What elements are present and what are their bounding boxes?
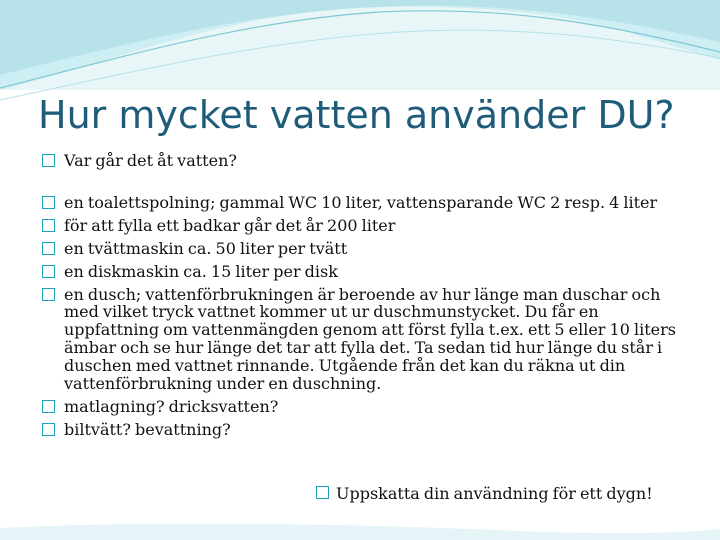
square-bullet-icon bbox=[42, 242, 55, 255]
bullet-text: matlagning? dricksvatten? bbox=[64, 396, 279, 416]
square-bullet-icon bbox=[42, 288, 55, 301]
bullet-item bbox=[40, 240, 680, 258]
square-bullet-icon bbox=[316, 486, 329, 499]
bullet-item bbox=[40, 263, 680, 281]
square-bullet-icon bbox=[42, 400, 55, 413]
bullet-item bbox=[40, 398, 680, 416]
footer-text: Uppskatta din användning för ett dygn! bbox=[336, 484, 653, 503]
slide-title: Hur mycket vatten använder DU? bbox=[38, 93, 675, 137]
bullet-text: en dusch; vattenförbrukningen är beroende av hur länge man duschar och med vilket tryck vattnet kommer ut ur duschmunstycket. Du får en uppfattning om vattenmängden genom att först fylla t.ex. ett 5 eller 10 liters ämbar och se hur länge det tar att fylla det. Ta sedan tid hur länge du står i duschen med vattnet rinnande. Utgående från det kan du räkna ut din vattenförbrukning under en duschning. bbox=[64, 284, 676, 394]
square-bullet-icon bbox=[42, 196, 55, 209]
footer-note bbox=[314, 484, 653, 503]
bullet-text: en toalettspolning; gammal WC 10 liter, vattensparande WC 2 resp. 4 liter bbox=[64, 192, 658, 212]
bullet-text: Var går det åt vatten? bbox=[64, 151, 237, 170]
bullet-item bbox=[40, 152, 680, 170]
square-bullet-icon bbox=[42, 265, 55, 278]
bullet-text: för att fylla ett badkar går det år 200 liter bbox=[64, 215, 396, 235]
spacer bbox=[40, 170, 680, 194]
bullet-item bbox=[40, 286, 680, 393]
square-bullet-icon bbox=[42, 423, 55, 436]
square-bullet-icon bbox=[42, 154, 55, 167]
bullet-text: en tvättmaskin ca. 50 liter per tvätt bbox=[64, 238, 348, 258]
bullet-item bbox=[40, 194, 680, 212]
square-bullet-icon bbox=[42, 219, 55, 232]
bullet-text: en diskmaskin ca. 15 liter per disk bbox=[64, 261, 338, 281]
bullet-item bbox=[40, 217, 680, 235]
content-body bbox=[40, 152, 680, 439]
bullet-text: biltvätt? bevattning? bbox=[64, 419, 231, 439]
bullet-item bbox=[40, 421, 680, 439]
